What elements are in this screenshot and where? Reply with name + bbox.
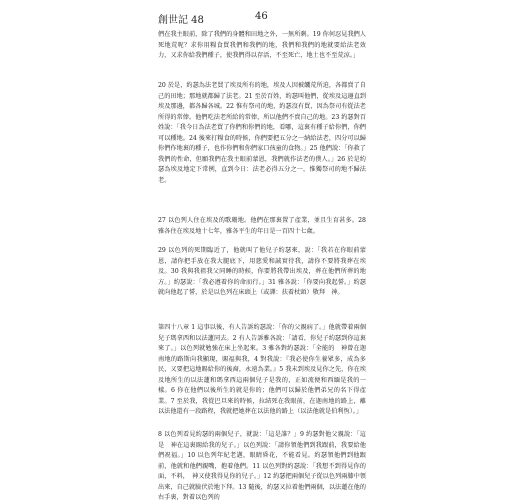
paragraph-verse-20: 20 於是，約瑟為法老買了埃及所有的地，埃及人因被饑荒所迫，各都賣了自己的田地；那地就都歸了法老。21 至於百姓，約瑟叫他們，從埃及這邊直到埃及那邊，都各歸各城。22 惟有祭司的地，約瑟沒有買，因為祭司有從法老所得的常俸。他們吃法老所給的常俸，所以他們不賣自己的地。23 約瑟對百姓說：「我今日為法老買了你們和你們的地，看哪，這裏有種子給你們，你們可以種地。24 後來打糧食的時候，你們要把五分之一納給法老，四分可以歸你們作地裏的種子，也作你們和你們家口孩童的食物。」25 他們說：「你救了我們的性命，但願我們在我主眼前蒙恩，我們就作法老的僕人。」26 於是約瑟為埃及地定下常例，直到今日：法老必得五分之一，惟獨祭司的地不歸法老。 (158, 82, 366, 184)
page-number: 46 (255, 11, 268, 22)
paragraph-verse-8: 8 以色列看見約瑟的兩個兒子，就說：「這是誰？」9 約瑟對他父親說：「這是 神在這裏賜給我的兒子。」以色列說：「請你領他們到我跟前，我要給他們祝福。」10 以色列年紀老邁，眼睛昏花，不能看見。約瑟領他們到他跟前，他就和他們親嘴，抱着他們。11 以色列對約瑟說：「我想不到得見你的面，不料， 神又使我得見你的兒子。」12 約瑟把兩個兒子從以色列兩膝中領出來，自己就臉伏於地下拜。13 隨後，約瑟又拉着他們兩個，以法蓮在他的右手裏，對着以色列的 (158, 431, 366, 502)
paragraph-verse-29: 29 以色列的死期臨近了，他就叫了他兒子約瑟來，說：「我若在你眼前蒙恩，請你把手放在我大腿底下，用慈愛和誠實待我，請你不要將我葬在埃及。30 我與我祖我父同睡的時候，你要將我帶出埃及，葬在他們所葬的地方。」約瑟說：「我必遵着你的命而行。」31 雅各說：「你要向我起誓。」約瑟就向他起了誓，於是以色列在床頭上（或譯：扶着杖頭）敬拜 神。 (158, 247, 366, 297)
running-header-book: 創世記 48 (158, 15, 204, 26)
paragraph-verse-27: 27 以色列人住在埃及的歌珊地。他們在那裏置了產業，並且生育甚多。28 雅各住在埃及地十七年，雅各平生的年日是一百四十七歲。 (158, 217, 366, 235)
paragraph-chapter-48: 第四十八章 1 這事以後，有人告訴約瑟說：「你的父親病了。」他就帶着兩個兒子瑪拿西和以法蓮同去。2 有人告訴雅各說：「請看，你兒子約瑟到你這裏來了。」以色列就勉強在床上坐起來。3 雅各對約瑟說：「全能的 神曾在迦南地的路斯向我顯現，賜福與我，4 對我說：『我必使你生養眾多，成為多民，又要把這地賜給你的後裔，永遠為業。』5 我未到埃及見你之先，你在埃及地所生的以法蓮和瑪拿西這兩個兒子是我的，正如流便和西緬是我的一樣。6 你在他們以後所生的就是你的；他們可以歸於他們弟兄的名下得產業。7 至於我，我從巴旦來的時候，拉結死在我眼前，在迦南地的路上，離以法他還有一段路程，我就把她葬在以法他的路上（以法他就是伯利恆）。」 (158, 324, 366, 416)
paragraph-continuation: 們在我主眼前，除了我們的身體和田地之外，一無所剩。19 你何忍見我們人死地荒呢？求你用糧食買我們和我們的地，我們和我們的地就要給法老效力，又求你給我們種子，使我們得以存活，不至死亡，地土也不至荒涼。」 (158, 31, 366, 60)
